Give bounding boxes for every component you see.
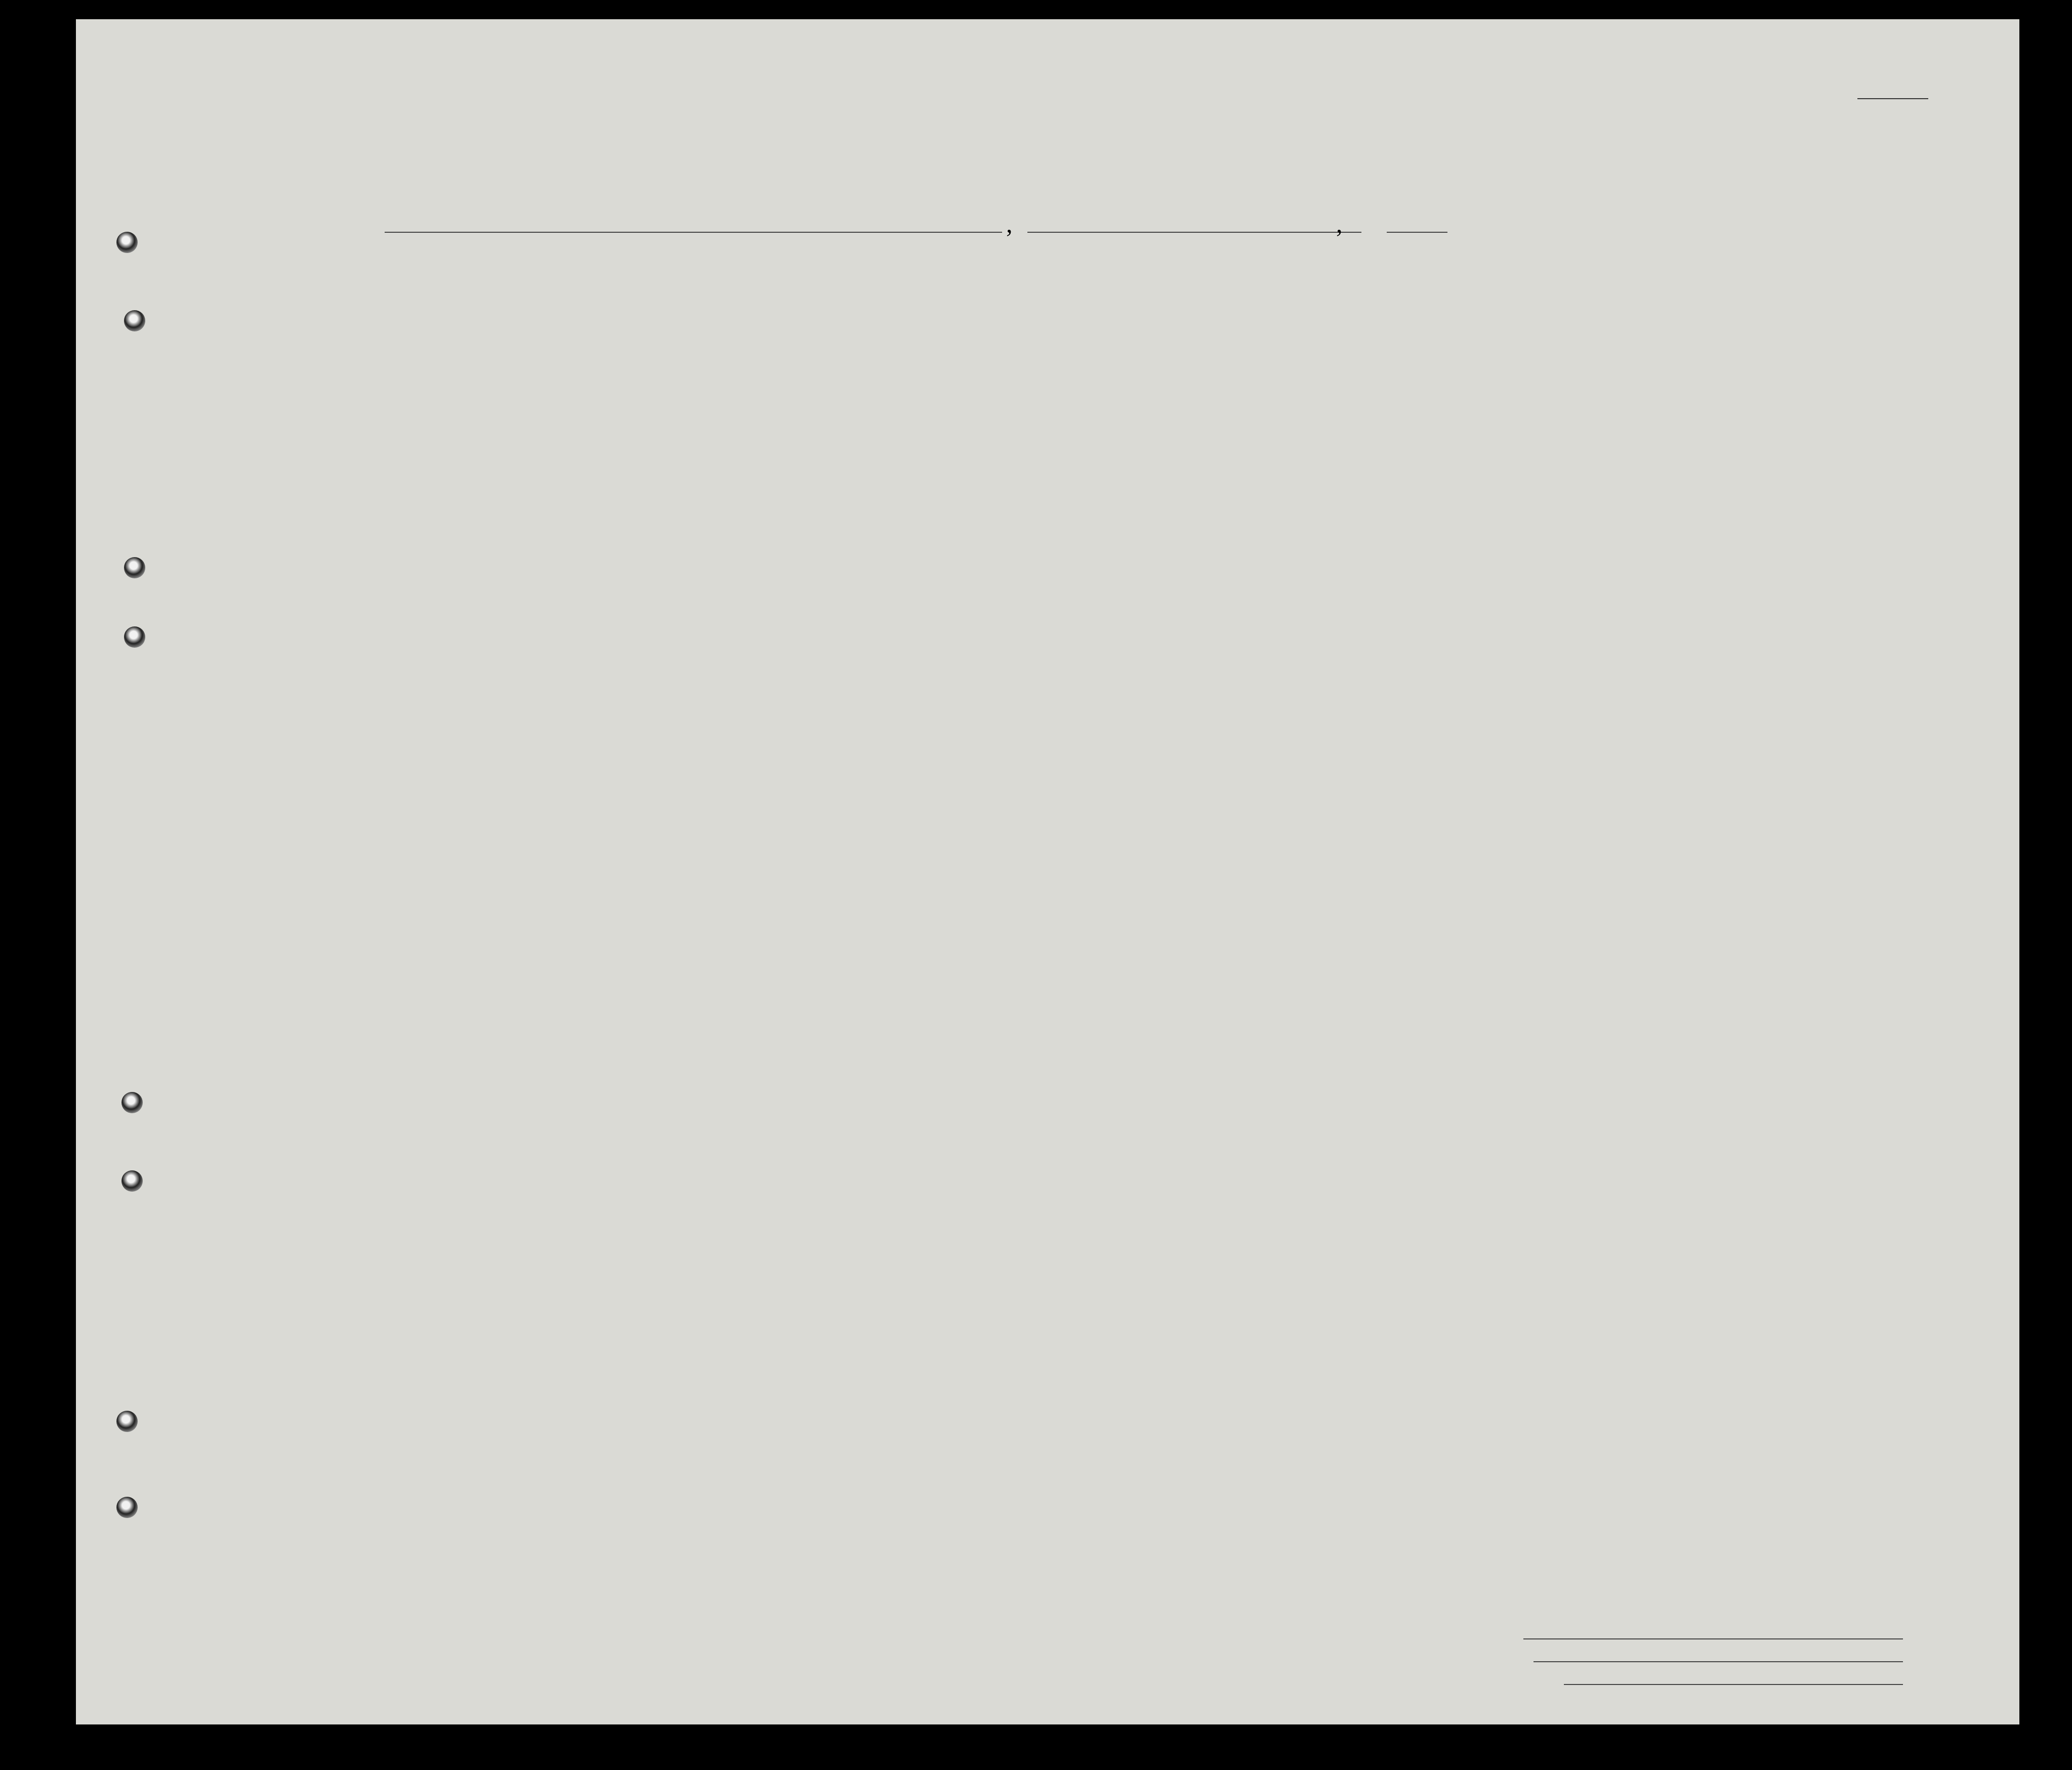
comma-separator-2: , xyxy=(1336,209,1343,238)
binder-hole xyxy=(116,1411,138,1432)
date-field xyxy=(1027,212,1361,233)
binder-hole xyxy=(124,557,145,578)
manifest-sheet xyxy=(76,19,2019,1724)
binder-hole xyxy=(124,626,145,648)
year-field xyxy=(1387,212,1447,233)
comma-separator: , xyxy=(1006,209,1013,238)
owners-rule xyxy=(1534,1661,1903,1662)
local-agents-rule xyxy=(1564,1684,1903,1685)
binder-hole xyxy=(116,232,138,253)
port-field xyxy=(385,212,1002,233)
list-number xyxy=(1857,98,1928,99)
binder-hole xyxy=(121,1092,143,1113)
line-rule xyxy=(1523,1638,1903,1639)
binder-hole xyxy=(116,1497,138,1518)
table-grid xyxy=(76,19,2019,1724)
binder-hole xyxy=(124,310,145,331)
binder-hole xyxy=(121,1170,143,1192)
